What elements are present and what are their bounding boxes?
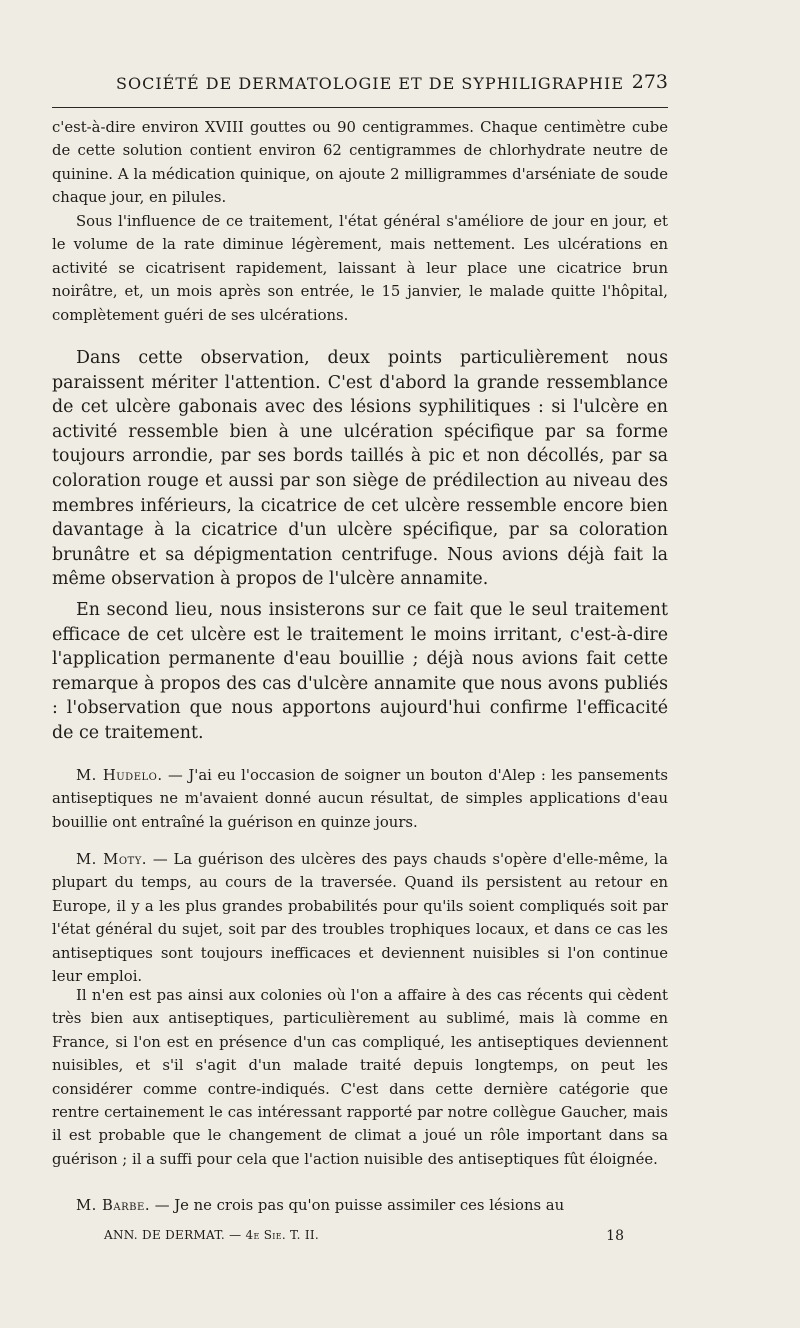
- paragraph-moty-colonies: Il n'en est pas ainsi aux colonies où l'on a affaire à des cas récents qui cèdent très bien aux antiseptiques, particulièrement au sublimé, mais là comme en France, si l'on est en présence d'un cas compliqué, les antiseptiques deviennent nuisibles, et s'il s'agit d'un malade traité depuis longtemps, on peut les considérer comme contre-indiqués. C'est dans cette dernière catégorie que rentre certainement le cas intéressant rapporté par notre collègue Gaucher, mais il est probable que le changement de climat a joué un rôle important dans sa guérison ; il a suffi pour cela que l'action nuisible des antiseptiques fût éloignée.: [52, 987, 668, 1168]
- speaker-text: — J'ai eu l'occasion de soigner un bouton d'Alep : les pansements antiseptiques ne m'avaient donné aucun résultat, de simples applications d'eau bouillie ont entraîné la guérison en quinze jours.: [52, 767, 668, 831]
- paragraph-case-continuation: c'est-à-dire environ XVIII gouttes ou 90 centigrammes. Chaque centimètre cube de cette solution contient environ 62 centigrammes de chlorhydrate neutre de quinine. A la médication quinique, on ajoute 2 milligrammes d'arséniate de soude chaque jour, en pilules.: [52, 119, 668, 207]
- running-header: [52, 71, 668, 98]
- paragraph-discussion-second-point: En second lieu, nous insisterons sur ce fait que le seul traitement efficace de cet ulcère est le traitement le moins irritant, c'est-à-dire l'application permanente d'eau bouillie ; déjà nous avions fait cette remarque à propos des cas d'ulcère annamite que nous avons publiés : l'observation que nous apportons aujourd'hui confirme l'efficacité de ce traitement.: [52, 600, 668, 743]
- speaker-text: — Je ne crois pas qu'on puisse assimiler ces lésions au: [150, 1197, 565, 1214]
- speaker-name: M. Hudelo.: [76, 767, 163, 784]
- paragraph-moty-remark: [52, 848, 668, 988]
- paragraph-hudelo-remark: [52, 764, 668, 834]
- journal-reference: ANN. DE DERMAT. — 4e Sie. T. II.: [104, 1228, 320, 1242]
- signature-mark: 18: [606, 1228, 624, 1244]
- paragraph-barbe-remark: [52, 1194, 668, 1217]
- paragraph-discussion-first-point: Dans cette observation, deux points particulièrement nous paraissent mériter l'attention. C'est d'abord la grande ressemblance de cet ulcère gabonais avec des lésions syphilitiques : si l'ulcère en activité ressemble bien à une ulcération spécifique par sa forme toujours arrondie, par ses bords taillés à pic et non décollés, par sa coloration rouge et aussi par son siège de prédilection au niveau des membres inférieurs, la cicatrice de cet ulcère ressemble encore bien davantage à la cicatrice d'un ulcère spécifique, par sa coloration brunâtre et sa dépigmentation centrifuge. Nous avions déjà fait la même observation à propos de l'ulcère annamite.: [52, 348, 668, 590]
- running-title: SOCIÉTÉ DE DERMATOLOGIE ET DE SYPHILIGRAPHIE: [116, 74, 625, 93]
- paragraph-treatment-outcome: Sous l'influence de ce traitement, l'état général s'améliore de jour en jour, et le volume de la rate diminue légèrement, mais nettement. Les ulcérations en activité se cicatrisent rapidement, laissant à leur place une cicatrice brun noirâtre, et, un mois après son entrée, le 15 janvier, le malade quitte l'hôpital, complètement guéri de ses ulcérations.: [52, 213, 668, 324]
- speaker-name: M. Barbe.: [76, 1197, 151, 1214]
- page-number: 273: [631, 71, 668, 93]
- page-footer: [104, 1228, 624, 1248]
- header-rule: [52, 107, 668, 108]
- speaker-name: M. Moty.: [76, 851, 148, 868]
- speaker-text: — La guérison des ulcères des pays chauds s'opère d'elle-même, la plupart du temps, au cours de la traversée. Quand ils persistent au retour en Europe, il y a les plus grandes probabilités pour qu'ils soient compliqués soit par l'état général du sujet, soit par des troubles trophiques locaux, et dans ce cas les antiseptiques sont toujours inefficaces et deviennent nuisibles si l'on continue leur emploi.: [52, 851, 668, 986]
